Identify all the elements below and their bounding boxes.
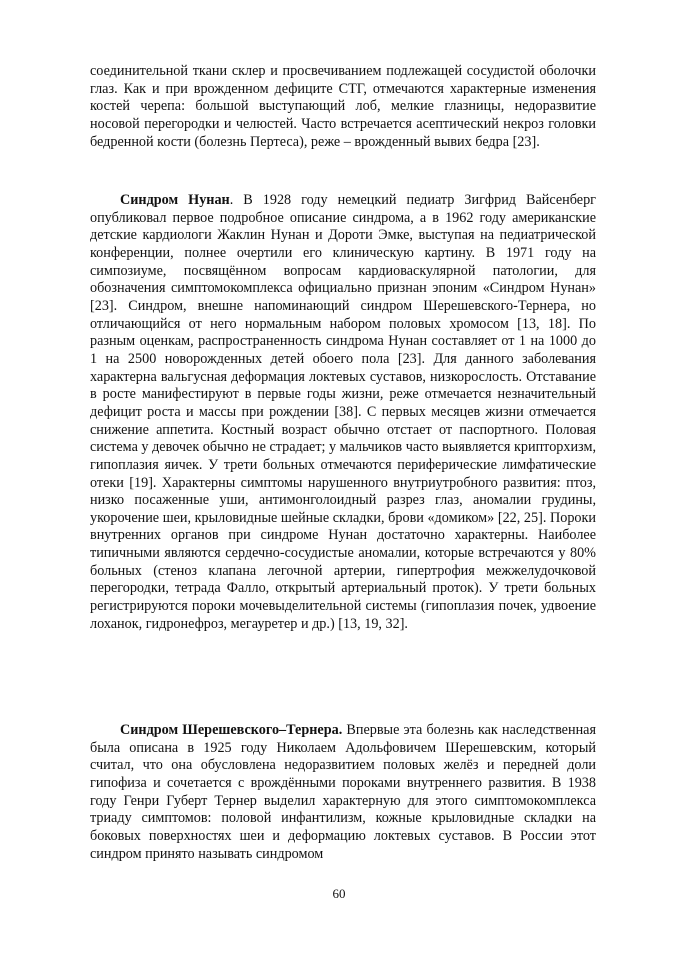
paragraph-continuation	[90, 63, 596, 151]
paragraph-text: . В 1928 году немецкий педиатр Зигфрид Вайсенберг опубликовал первое подробное описание синдрома, а в 1962 году американские детские кардиологи Жаклин Нунан и Дороти Эмке, выступая на педиатрической конференции, полнее очертили его клиническую картину. В 1971 году на симпозиуме, посвящённом вопросам кардиоваскулярной патологии, для обозначения симптомокомплекса официально признан эпоним «Синдром Нунан» [23]. Синдром, внешне напоминающий синдром Шерешевского-Тернера, но отличающийся от него нормальным набором половых хромосом [13, 18]. По разным оценкам, распространенность синдрома Нунан составляет от 1 на 1000 до 1 на 2500 новорожденных детей обоего пола [23]. Для данного заболевания характерна вальгусная деформация локтевых суставов, низкорослость. Отставание в росте манифестируют в первые годы жизни, реже отмечается незначительный дефицит роста и массы при рождении [38]. С первых месяцев жизни отмечается снижение аппетита. Костный возраст обычно отстает от паспортного. Половая система у девочек обычно не страдает; у мальчиков часто выявляется крипторхизм, гипоплазия яичек. У трети больных отмечаются периферические лимфатические отеки [19]. Характерны симптомы нарушенного внутриутробного развития: птоз, низко посаженные уши, антимонголоидный разрез глаз, аномалии грудины, укорочение шеи, крыловидные шейные складки, брови «домиком» [22, 25]. Пороки внутренних органов при синдроме Нунан достаточно характерны. Наиболее типичными являются сердечно-сосудистые аномалии, которые встречаются у 80% больных (стеноз клапана легочной артерии, гипертрофия межжелудочковой перегородки, тетрада Фалло, открытый артериальный проток). У трети больных регистрируются пороки мочевыделительной системы (гипоплазия почек, удвоение лоханок, гидронефроз, мегауретер и др.) [13, 19, 32].	[90, 192, 596, 632]
page-number: 60	[332, 886, 346, 901]
section-noonan-syndrome	[90, 192, 596, 633]
section-heading-turner: Синдром Шерешевского–Тернера.	[120, 722, 343, 738]
paragraph-text: соединительной ткани склер и просвечиванием подлежащей сосудистой оболочки глаз. Как и при врожденном дефиците СТГ, отмечаются характерные изменения костей черепа: большой выступающий лоб, мелкие глазницы, недоразвитие носовой перегородки и челюстей. Часто встречается асептический некроз головки бедренной кости (болезнь Пертеса), реже – врожденный вывих бедра [23].	[90, 63, 596, 150]
section-turner-syndrome	[90, 722, 596, 863]
paragraph	[90, 192, 596, 633]
section-heading-noonan: Синдром Нунан	[120, 192, 230, 208]
paragraph-text: Впервые эта болезнь как наследственная была описана в 1925 году Николаем Адольфовичем Шерешевским, который считал, что она обусловлена недоразвитием половых желёз и передней доли гипофиза и сочетается с врождёнными пороками внутреннего развития. В 1938 году Генри Губерт Тернер выделил характерную для этого симптомокомплекса триаду симптомов: половой инфантилизм, кожные крыловидные складки на боковых поверхностях шеи и деформацию локтевых суставов. В России этот синдром принято называть синдромом	[90, 722, 596, 862]
paragraph	[90, 722, 596, 863]
